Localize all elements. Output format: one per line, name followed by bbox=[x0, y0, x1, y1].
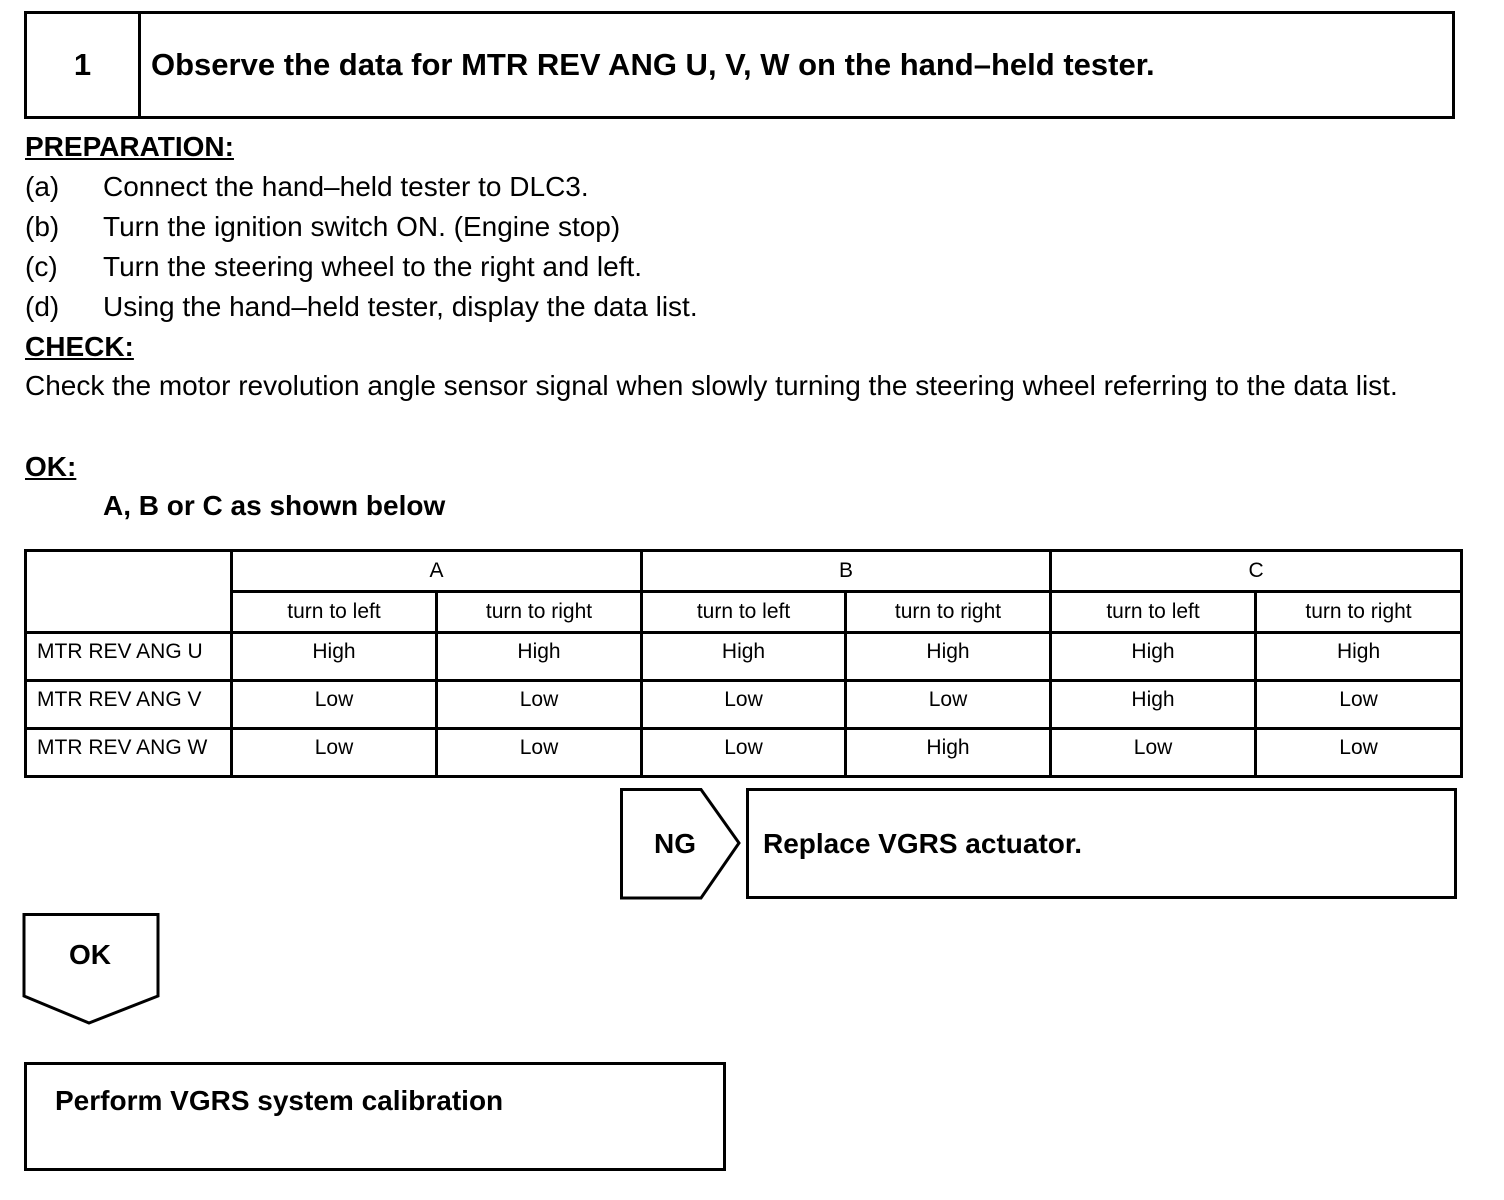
table-cell: Low bbox=[437, 681, 642, 729]
direction-header: turn to right bbox=[1256, 592, 1462, 633]
row-label: MTR REV ANG V bbox=[26, 681, 232, 729]
table-cell: High bbox=[1256, 633, 1462, 681]
table-cell: High bbox=[1051, 681, 1256, 729]
item-text: Using the hand–held tester, display the data list. bbox=[103, 291, 698, 322]
item-label: (a) bbox=[25, 171, 60, 202]
table-cell: Low bbox=[846, 681, 1051, 729]
table-cell: High bbox=[437, 633, 642, 681]
direction-header: turn to left bbox=[232, 592, 437, 633]
table-cell: High bbox=[846, 729, 1051, 777]
preparation-item bbox=[25, 171, 589, 203]
step-header bbox=[24, 11, 1455, 119]
ok-action-text: Perform VGRS system calibration bbox=[55, 1085, 504, 1116]
item-text: Turn the steering wheel to the right and left. bbox=[103, 251, 643, 282]
group-header: A bbox=[232, 551, 642, 592]
preparation-item bbox=[25, 211, 620, 243]
corner-cell bbox=[26, 551, 232, 633]
table-cell: Low bbox=[1256, 729, 1462, 777]
table-cell: High bbox=[1051, 633, 1256, 681]
item-label: (d) bbox=[25, 291, 60, 322]
item-label: (b) bbox=[25, 211, 60, 242]
check-heading: CHECK: bbox=[25, 331, 134, 362]
table-header-row bbox=[26, 592, 1462, 633]
table-cell: High bbox=[642, 633, 846, 681]
table-cell: Low bbox=[1051, 729, 1256, 777]
table-cell: Low bbox=[232, 729, 437, 777]
ng-action-text: Replace VGRS actuator. bbox=[763, 827, 1083, 859]
direction-header: turn to left bbox=[642, 592, 846, 633]
table-cell: Low bbox=[642, 729, 846, 777]
table-cell: Low bbox=[1256, 681, 1462, 729]
direction-header: turn to left bbox=[1051, 592, 1256, 633]
group-header: B bbox=[642, 551, 1051, 592]
signal-table bbox=[24, 549, 1463, 778]
preparation-heading: PREPARATION: bbox=[25, 131, 234, 162]
item-text: Connect the hand–held tester to DLC3. bbox=[103, 171, 589, 202]
preparation-item bbox=[25, 251, 642, 283]
table-row bbox=[26, 729, 1462, 777]
direction-header: turn to right bbox=[846, 592, 1051, 633]
preparation-item bbox=[25, 291, 698, 323]
table-cell: High bbox=[232, 633, 437, 681]
row-label: MTR REV ANG U bbox=[26, 633, 232, 681]
step-number: 1 bbox=[27, 14, 141, 116]
item-label: (c) bbox=[25, 251, 58, 282]
check-text: Check the motor revolution angle sensor signal when slowly turning the steering wheel referring to the data list. bbox=[25, 370, 1398, 401]
table-cell: Low bbox=[232, 681, 437, 729]
table-cell: Low bbox=[437, 729, 642, 777]
row-label: MTR REV ANG W bbox=[26, 729, 232, 777]
ok-heading: OK: bbox=[25, 451, 77, 482]
item-text: Turn the ignition switch ON. (Engine stop) bbox=[103, 211, 621, 242]
table-header-row bbox=[26, 551, 1462, 592]
direction-header: turn to right bbox=[437, 592, 642, 633]
table-row bbox=[26, 681, 1462, 729]
ok-label: OK bbox=[69, 939, 111, 970]
ok-action-box bbox=[24, 1062, 726, 1171]
step-title: Observe the data for MTR REV ANG U, V, W on the hand–held tester. bbox=[151, 47, 1155, 82]
ok-condition: A, B or C as shown below bbox=[103, 490, 446, 521]
table-row bbox=[26, 633, 1462, 681]
ng-label: NG bbox=[654, 828, 696, 859]
group-header: C bbox=[1051, 551, 1462, 592]
ng-action-box bbox=[746, 788, 1457, 899]
table-cell: High bbox=[846, 633, 1051, 681]
table-cell: Low bbox=[642, 681, 846, 729]
